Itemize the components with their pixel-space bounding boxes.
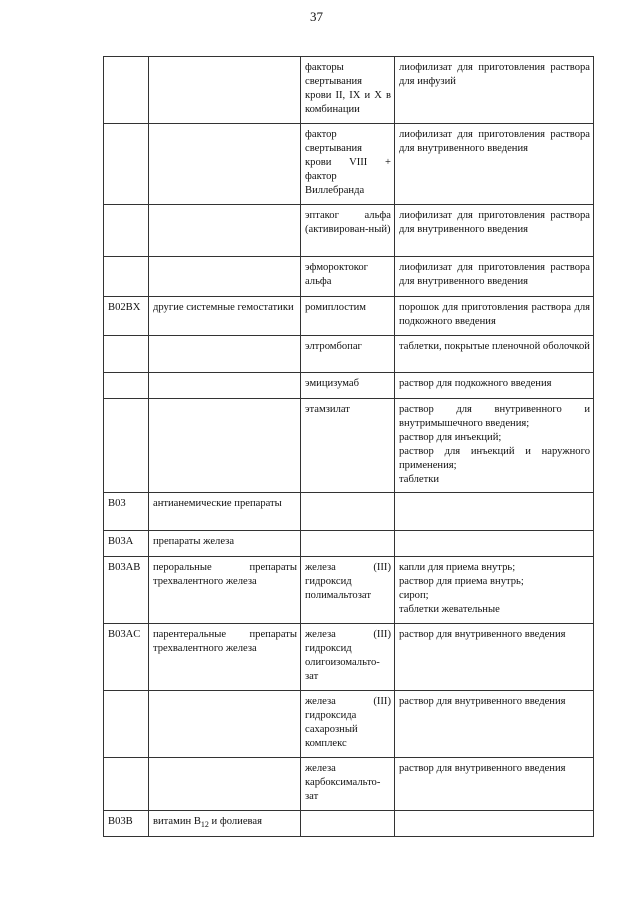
- form-line: раствор для внутривенного введения: [399, 763, 566, 775]
- subscript: 12: [200, 820, 209, 830]
- group-cell: антианемические препараты: [149, 493, 301, 531]
- form-cell: [395, 493, 594, 531]
- drug-table: [103, 56, 594, 837]
- drug-cell: железа (III) гидроксид олигоизомальто-зат: [301, 624, 395, 691]
- table-row: [104, 335, 594, 372]
- drug-cell: железа (III) гидроксида сахарозный комплекс: [301, 691, 395, 758]
- form-line: раствор для подкожного введения: [399, 377, 552, 389]
- table-row: [104, 493, 594, 531]
- form-line: таблетки: [399, 473, 440, 485]
- table-row: [104, 811, 594, 837]
- form-line: раствор для внутривенного введения: [399, 696, 566, 708]
- code-cell: [104, 398, 149, 493]
- group-cell: другие системные гемостатики: [149, 296, 301, 335]
- form-line: таблетки жевательные: [399, 604, 500, 616]
- group-cell: препараты железа: [149, 531, 301, 557]
- form-cell: [395, 57, 594, 124]
- code-cell: B03AC: [104, 624, 149, 691]
- form-cell: [395, 256, 594, 296]
- drug-cell: фактор свертывания крови VIII + фактор Виллебранда: [301, 123, 395, 204]
- code-cell: [104, 372, 149, 398]
- drug-cell: эптаког альфа (активирован-ный): [301, 204, 395, 256]
- code-cell: B03A: [104, 531, 149, 557]
- group-cell: [149, 335, 301, 372]
- form-line: лиофилизат для приготовления раствора для инфузий: [399, 62, 590, 87]
- drug-cell: этамзилат: [301, 398, 395, 493]
- table-row: [104, 123, 594, 204]
- drug-cell: железа (III) гидроксид полимальтозат: [301, 557, 395, 624]
- form-line: сироп;: [399, 590, 429, 602]
- form-line: капли для приема внутрь;: [399, 562, 516, 574]
- drug-cell: [301, 531, 395, 557]
- table-row: [104, 256, 594, 296]
- page-number: 37: [310, 9, 323, 24]
- code-cell: [104, 256, 149, 296]
- form-line: раствор для внутривенного и внутримышечного введения;: [399, 403, 590, 429]
- group-cell: [149, 372, 301, 398]
- drug-cell: элтромбопаг: [301, 335, 395, 372]
- form-line: раствор для приема внутрь;: [399, 576, 524, 588]
- group-text-tail: и фолиевая: [208, 816, 262, 827]
- group-cell: [149, 691, 301, 758]
- drug-cell: железа карбоксимальто-зат: [301, 758, 395, 811]
- group-cell: [149, 398, 301, 493]
- drug-cell: [301, 493, 395, 531]
- code-cell: [104, 758, 149, 811]
- form-cell: [395, 335, 594, 372]
- code-cell: [104, 335, 149, 372]
- code-cell: B03: [104, 493, 149, 531]
- group-cell: парентеральные препараты трехвалентного железа: [149, 624, 301, 691]
- form-line: порошок для приготовления раствора для подкожного введения: [399, 301, 590, 327]
- form-cell: [395, 691, 594, 758]
- table-row: [104, 372, 594, 398]
- form-cell: [395, 123, 594, 204]
- form-cell: [395, 811, 594, 837]
- table-row: [104, 398, 594, 493]
- drug-cell: эмицизумаб: [301, 372, 395, 398]
- table-row: [104, 691, 594, 758]
- group-cell: [149, 57, 301, 124]
- form-line: раствор для инъекций и наружного применения;: [399, 445, 590, 471]
- table-row: [104, 57, 594, 124]
- code-cell: [104, 204, 149, 256]
- group-cell: [149, 256, 301, 296]
- code-cell: [104, 123, 149, 204]
- form-cell: [395, 557, 594, 624]
- group-cell: [149, 123, 301, 204]
- group-cell: [149, 204, 301, 256]
- drug-cell: эфмороктоког альфа: [301, 256, 395, 296]
- form-cell: [395, 398, 594, 493]
- code-cell: B03AB: [104, 557, 149, 624]
- table-row: [104, 531, 594, 557]
- drug-cell: [301, 811, 395, 837]
- form-cell: [395, 758, 594, 811]
- form-line: лиофилизат для приготовления раствора для внутривенного введения: [399, 261, 590, 287]
- form-cell: [395, 204, 594, 256]
- drug-cell: ромиплостим: [301, 296, 395, 335]
- code-cell: B03B: [104, 811, 149, 837]
- form-cell: [395, 624, 594, 691]
- form-line: лиофилизат для приготовления раствора для внутривенного введения: [399, 128, 590, 154]
- form-line: раствор для инъекций;: [399, 431, 502, 443]
- table-row: [104, 296, 594, 335]
- code-cell: [104, 691, 149, 758]
- group-cell: [149, 811, 301, 837]
- form-line: раствор для внутривенного введения: [399, 629, 566, 641]
- form-cell: [395, 372, 594, 398]
- table-row: [104, 204, 594, 256]
- table-row: [104, 758, 594, 811]
- form-cell: [395, 531, 594, 557]
- form-line: лиофилизат для приготовления раствора для внутривенного введения: [399, 209, 590, 235]
- form-line: таблетки, покрытые пленочной оболочкой: [399, 340, 590, 352]
- group-cell: [149, 758, 301, 811]
- drug-cell: факторы свертывания крови II, IX и X в комбинации: [301, 57, 395, 124]
- form-cell: [395, 296, 594, 335]
- code-cell: [104, 57, 149, 124]
- table-row: [104, 624, 594, 691]
- table-row: [104, 557, 594, 624]
- group-cell: пероральные препараты трехвалентного железа: [149, 557, 301, 624]
- code-cell: B02BX: [104, 296, 149, 335]
- group-text: витамин B: [153, 816, 201, 827]
